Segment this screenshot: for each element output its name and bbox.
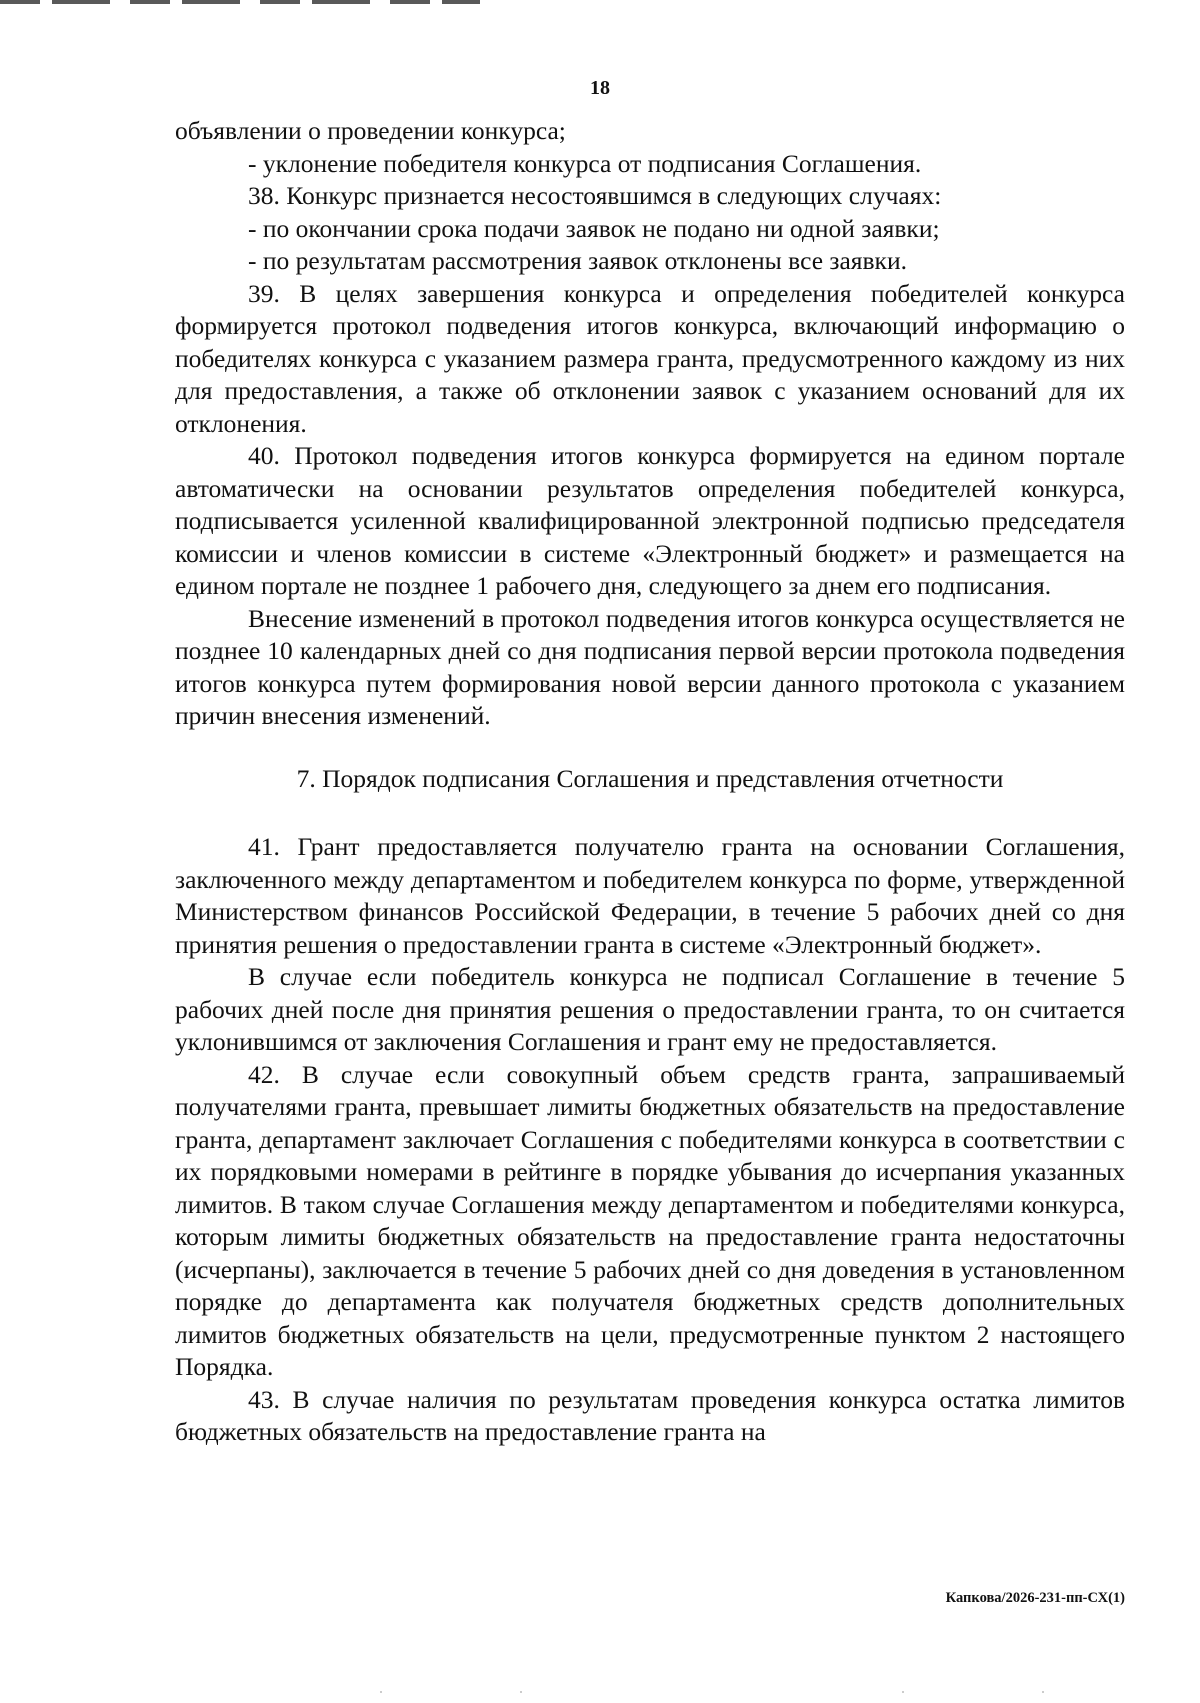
paragraph-list-item: - по окончании срока подачи заявок не подано ни одной заявки; xyxy=(248,213,940,243)
paragraph-clause-40: 40. Протокол подведения итогов конкурса формируется на едином портале автоматически на основании результатов определения победителей конкурса, подписывается усиленной квалифицированной электронной подписью председателя комиссии и членов комиссии в системе «Электронный бюджет» и размещается на едином портале не позднее 1 рабочего дня, следующего за днем его подписания. xyxy=(175,441,1125,600)
scan-artifact-top xyxy=(0,0,480,4)
document-footer-code: Капкова/2026-231-пп-СХ(1) xyxy=(945,1590,1125,1606)
paragraph-continuation: объявлении о проведении конкурса; xyxy=(175,116,566,145)
paragraph-clause-42: 42. В случае если совокупный объем средств гранта, запрашиваемый получателями гранта, превышает лимиты бюджетных обязательств на предоставление гранта, департамент заключает Соглашения с победителями конкурса в соответствии с их порядковыми номерами в рейтинге в порядке убывания до исчерпания указанных лимитов. В таком случае Соглашения между департаментом и победителями конкурса, которым лимиты бюджетных обязательств на предоставление гранта недостаточны (исчерпаны), заключается в течение 5 рабочих дней со дня доведения в установленном порядке до департамента как получателя бюджетных средств дополнительных лимитов бюджетных обязательств на цели, предусмотренные пунктом 2 настоящего Порядка. xyxy=(175,1059,1125,1381)
paragraph-list-item: - уклонение победителя конкурса от подписания Соглашения. xyxy=(248,148,922,178)
document-body xyxy=(175,115,1125,1449)
scan-artifact-bottom xyxy=(0,1691,1200,1693)
paragraph-clause-43: 43. В случае наличия по результатам проведения конкурса остатка лимитов бюджетных обязательств на предоставление гранта на xyxy=(175,1384,1125,1446)
page-number: 18 xyxy=(590,77,610,99)
paragraph-clause-38: 38. Конкурс признается несостоявшимся в следующих случаях: xyxy=(248,181,942,210)
section-heading: 7. Порядок подписания Соглашения и представления отчетности xyxy=(296,763,1004,793)
paragraph-clause-41: 41. Грант предоставляется получателю гранта на основании Соглашения, заключенного между департаментом и победителем конкурса по форме, утвержденной Министерством финансов Российской Федерации, в течение 5 рабочих дней со дня принятия решения о предоставлении гранта в системе «Электронный бюджет». xyxy=(175,832,1125,959)
paragraph-list-item: - по результатам рассмотрения заявок отклонены все заявки. xyxy=(248,246,907,275)
paragraph-clause-40-amendment: Внесение изменений в протокол подведения итогов конкурса осуществляется не позднее 10 календарных дней со дня подписания первой версии протокола подведения итогов конкурса путем формирования новой версии данного протокола с указанием причин внесения изменений. xyxy=(175,603,1125,730)
paragraph-clause-41-evasion: В случае если победитель конкурса не подписал Соглашение в течение 5 рабочих дней после дня принятия решения о предоставлении гранта, то он считается уклонившимся от заключения Соглашения и грант ему не предоставляется. xyxy=(175,962,1125,1056)
paragraph-clause-39: 39. В целях завершения конкурса и определения победителей конкурса формируется протокол подведения итогов конкурса, включающий информацию о победителях конкурса с указанием размера гранта, предусмотренного каждому из них для предоставления, а также об отклонении заявок с указанием оснований для их отклонения. xyxy=(175,278,1125,438)
